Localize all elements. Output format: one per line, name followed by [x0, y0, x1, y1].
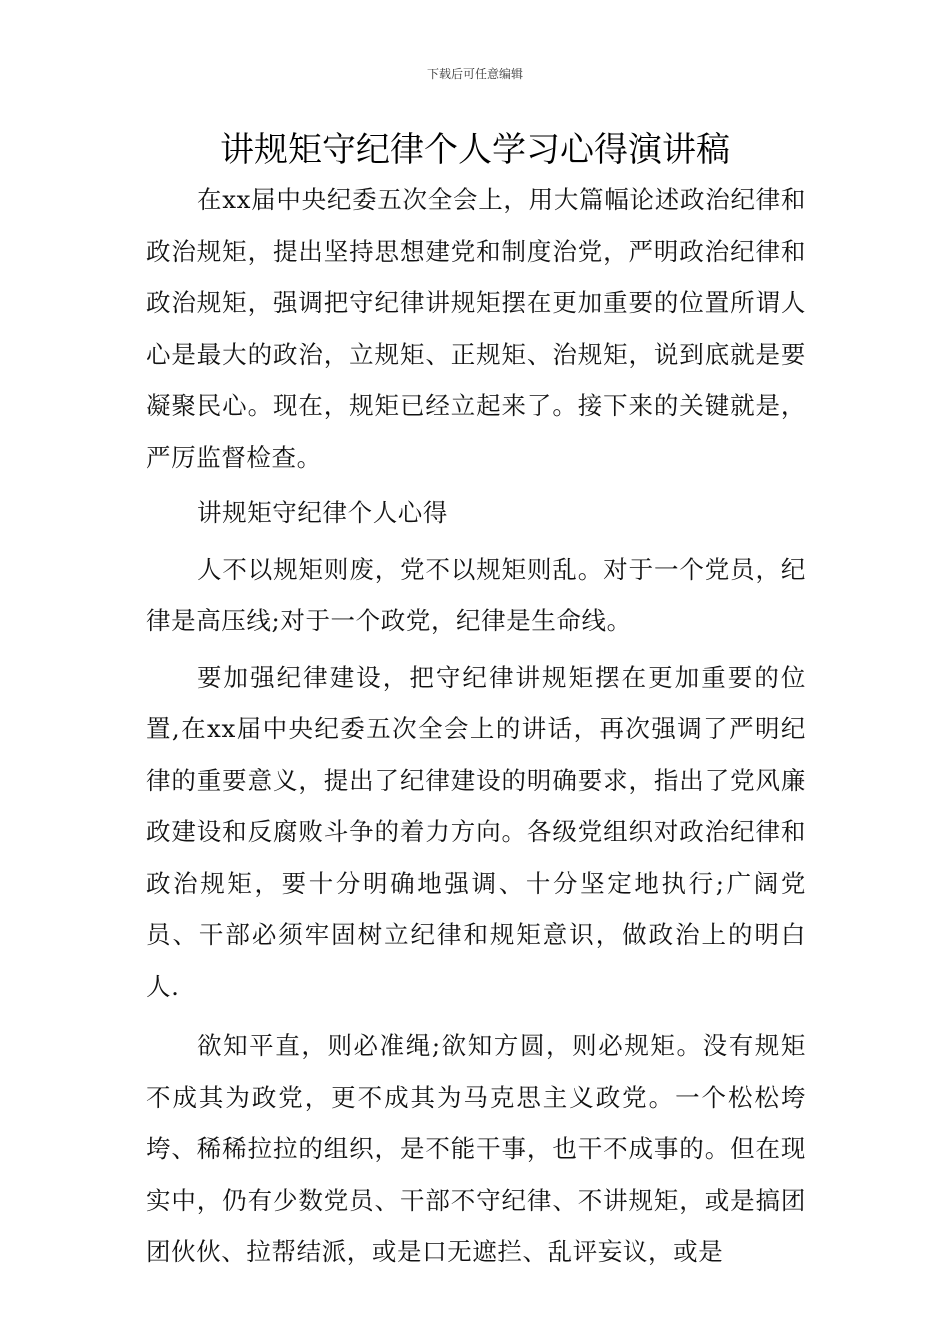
section-heading: 讲规矩守纪律个人心得 [197, 498, 448, 527]
paragraph-standards: 欲知平直，则必准绳;欲知方圆，则必规矩。没有规矩不成其为政党，更不成其为马克思主义政党。一个松松垮垮、稀稀拉拉的组织，是不能干事，也干不成事的。但在现实中，仍有少数党员、干部不守纪律、不讲规矩，或是搞团团伙伙、拉帮结派，或是口无遮拦、乱评妄议，或是 [146, 1031, 806, 1266]
paragraph-rules: 人不以规矩则废，党不以规矩则乱。对于一个党员，纪律是高压线;对于一个政党，纪律是生命线。 [146, 554, 806, 635]
document-title: 讲规矩守纪律个人学习心得演讲稿 [220, 130, 730, 170]
paragraph-discipline: 要加强纪律建设，把守纪律讲规矩摆在更加重要的位置,在xx届中央纪委五次全会上的讲话，再次强调了严明纪律的重要意义，提出了纪律建设的明确要求，指出了党风廉政建设和反腐败斗争的着力方向。各级党组织对政治纪律和政治规矩，要十分明确地强调、十分坚定地执行;广阔党员、干部必须牢固树立纪律和规矩意识，做政治上的明白人. [146, 662, 806, 1001]
paragraph-intro: 在xx届中央纪委五次全会上，用大篇幅论述政治纪律和政治规矩，提出坚持思想建党和制度治党，严明政治纪律和政治规矩，强调把守纪律讲规矩摆在更加重要的位置所谓人心是最大的政治，立规矩、正规矩、治规矩，说到底就是要凝聚民心。现在，规矩已经立起来了。接下来的关键就是，严厉监督检查。 [146, 185, 806, 472]
document-body [146, 174, 806, 1278]
header-note: 下载后可任意编辑 [426, 67, 523, 81]
